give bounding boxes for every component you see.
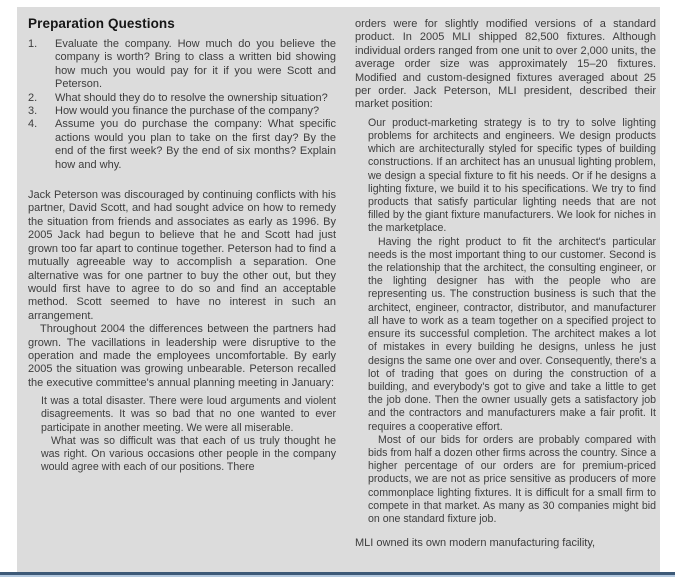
block-quote: Our product-marketing strategy is to try to solve lighting problems for architects and engineers. We design products which are architecturally styled for specific types of building constructions. If an architect has an unusual lighting problem, we design a special fixture to fit his needs. Or if he designs a lighting fixture, we build it to his specifications. We try to find products that satisfy particular lighting needs that are not filled by the giant fixture manufacturers. We look for niches in the marketplace.	[368, 116, 656, 235]
body-paragraph: Jack Peterson was discouraged by continuing conflicts with his partner, David Scott, and had sought advice on how to remedy the situation from friends and associates as early as 1996. By 2005 Jack had begun to believe that he and Scott had just grown too far apart to continue together. Peterson had to find a mutually agreeable way to accomplish a separation. One alternative was for one partner to buy the other out, but they would first have to agree to do so and find an acceptable method. Scott seemed to have no interest in such an arrangement.	[28, 189, 336, 322]
question-number: 2.	[28, 91, 38, 104]
question-item	[28, 105, 336, 118]
question-item	[28, 118, 336, 172]
question-item	[28, 38, 336, 92]
document-page	[17, 7, 660, 572]
question-number: 1.	[28, 38, 38, 50]
body-paragraph-partial: MLI owned its own modern manufacturing facility,	[355, 537, 596, 550]
body-paragraph: Throughout 2004 the differences between the partners had grown. The vacillations in leadership were disruptive to the operation and made the employees uncomfortable. By early 2005 the situation was growing unbearable. Peterson recalled the executive committee's annual planning meeting in January:	[28, 323, 336, 389]
question-number: 4.	[28, 118, 38, 131]
question-item	[28, 92, 336, 105]
column-right	[355, 7, 656, 551]
window-bottom-border-highlight	[0, 575, 675, 577]
block-quote: Most of our bids for orders are probably compared with bids from half a dozen other firms across the country. Since a higher percentage of our orders are for premium-priced products, we are not as price sensitive as producers of more commonplace lighting fixtures. It is difficult for a small firm to compete in that market. As many as 30 companies might bid on one standard fixture job.	[368, 433, 656, 525]
question-number: 3.	[28, 105, 38, 118]
column-left	[28, 7, 336, 474]
question-text: How would you finance the purchase of the company?	[55, 105, 320, 118]
body-paragraph: orders were for slightly modified versions of a standard product. In 2005 MLI shipped 82,500 fixtures. Although individual orders ranged from one unit to over 2,000 units, the average order size was approximately 15–20 fixtures. Modified and custom-designed fixtures averaged about 25 per order. Jack Peterson, MLI president, described their market position:	[355, 18, 656, 111]
block-quote: It was a total disaster. There were loud arguments and violent disagreements. It was so bad that no one wanted to ever participate in another meeting. We were all miserable.	[41, 395, 336, 434]
question-text: Evaluate the company. How much do you believe the company is worth? Bring to class a written bid showing how much you would pay for it if you were Scott and Peterson.	[55, 38, 336, 91]
preparation-questions-heading: Preparation Questions	[28, 16, 175, 31]
block-quote-partial: What was so difficult was that each of us truly thought he was right. On various occasions other people in the company would agree with each of our positions. There	[41, 434, 336, 474]
question-text: Assume you do purchase the company: What specific actions would you plan to take on the first day? By the end of the first week? By the end of six months? Explain how and why.	[55, 118, 336, 171]
question-text: What should they do to resolve the ownership situation?	[55, 91, 328, 104]
block-quote: Having the right product to fit the architect's particular needs is the most important thing to our customer. Second is the relationship that the architect, the consulting engineer, or the lighting designer has with the people who are representing us. The construction business is such that the architect, engineer, contractor, distributor, and manufacturer all have to work as a team together on a specified project to ensure its successful completion. The architect makes a lot of mistakes in every building he designs, unless he just designs the same one over and over. Consequently, there's a lot of trading that goes on during the construction of a building, and everybody's got to give and take a little to get the job done. Then the owner usually gets a satisfactory job and the contractors and manufacturers make a fair profit. It requires a cooperative effort.	[368, 235, 656, 433]
